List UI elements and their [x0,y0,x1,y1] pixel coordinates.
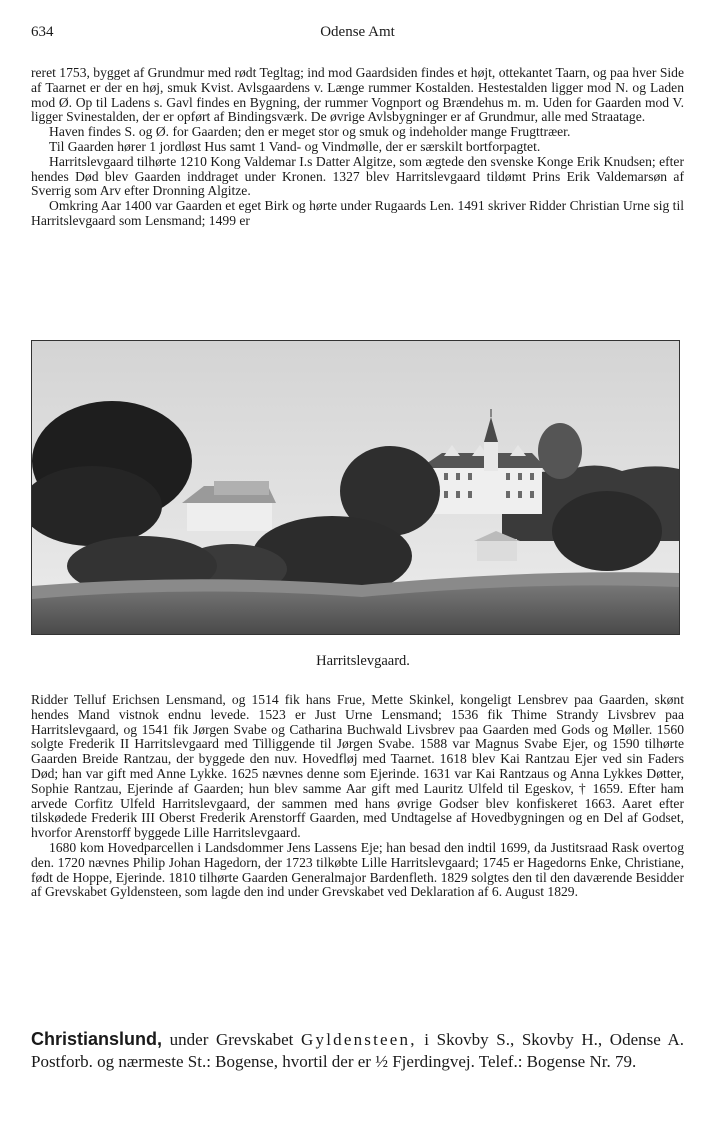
paragraph: reret 1753, bygget af Grundmur med rødt Tegltag; ind mod Gaardsiden findes et højt, ottekantet Taarn, og paa hver Side af Taarnet er der en høj, smuk Kvist. Avlsgaardens v. Længe rummer Kostalden. Hestestalden ligger mod N. og Laden mod Ø. Op til Ladens s. Gavl findes en Bygning, der rummer Vognport og Brændehus m. m. Uden for Gaarden mod V. ligger Svinestalden, der er opført af Bindingsværk. De øvrige Avlsbygninger er af Grundmur, alle med Straatage. [31,65,684,125]
top-text-block [31,66,684,229]
page-header [31,24,684,44]
paragraph: Omkring Aar 1400 var Gaarden et eget Birk og hørte under Rugaards Len. 1491 skriver Ridder Christian Urne sig til Harritslevgaard som Lensmand; 1499 er [31,198,684,228]
page-number: 634 [31,24,54,40]
photo-caption: Harritslevgaard. [316,653,410,669]
paragraph: 1680 kom Hovedparcellen i Landsdommer Jens Lassens Eje; han besad den indtil 1699, da Justitsraad Rask overtog den. 1720 nævnes Philip Johan Hagedorn, der 1723 tilkøbte Lille Harritslevgaard; 1745 er Hagedorns Enke, Christiane, født de Hoppe, Ejerinde. 1810 tilhørte Gaarden Generalmajor Bardenfleth. 1829 solgtes den til den daværende Besidder af Grevskabet Gyldensteen, som lagde den ind under Grevskabet ved Deklaration af 6. August 1829. [31,839,684,900]
entry-fraction: ½ [375,1052,388,1071]
entry-paragraph [31,1028,684,1073]
manor-photograph [31,340,680,635]
paragraph: Til Gaarden hører 1 jordløst Hus samt 1 Vand- og Vindmølle, der er særskilt bortforpagtet. [49,138,541,154]
christianslund-entry [31,1028,684,1073]
bottom-text-block [31,693,684,900]
entry-name: Christianslund, [31,1029,163,1049]
paragraph: Haven findes S. og Ø. for Gaarden; den er meget stor og smuk og indeholder mange Frugttræer. [49,124,571,140]
paragraph: Ridder Telluf Erichsen Lensmand, og 1514 fik hans Frue, Mette Skinkel, kongeligt Lensbrev paa Gaarden, skønt hendes Mand vistnok endnu levede. 1523 er Just Urne Lensmand; 1536 fik Thime Strandy Livsbrev paa Harritslevgaard, og 1541 fik Jørgen Svabe og Catharina Buchwald Livsbrev paa Gaarden med Gods og Møller. 1560 solgte Frederik II Harritslevgaard med Tilliggende til Jørgen Svabe. 1588 var Magnus Svabe Ejer, og 1590 tilhørte Gaarden Breide Rantzau, der byggede den nuv. Hovedfløj med Taarnet. 1618 blev Kai Rantzau Ejer ved sin Faders Død; han var gift med Anne Lykke. 1625 nævnes denne som Ejerinde. 1631 var Kai Rantzaus og Anna Lykkes Døtter, Sophie Rantzau, Ejerinde af Gaarden; hun blev samme Aar gift med Lauritz Ulfeld til Egeskov, † 1659. Efter ham arvede Corfitz Ulfeld Harritslevgaard, der sammen med hans øvrige Godser blev konfiskeret 1663. Aaret efter tilskødede Frederik III Oberst Frederik Arenstorff Gaarden, med Undtagelse af Hovedbygningen og en Del af Godset, hvorfor Arenstorff byggede Lille Harritslevgaard. [31,692,684,841]
paragraph: Harritslevgaard tilhørte 1210 Kong Valdemar I.s Datter Algitze, som ægtede den svenske Konge Erik Knudsen; efter hendes Død blev Gaarden inddraget under Kronen. 1327 blev Harritslevgaard tildømt Prins Erik Valdemarsøn af Sverrig som Arv efter Dronning Algitze. [31,153,684,199]
manor-photo-illustration [32,341,679,634]
entry-text: under Grevskabet [162,1030,302,1049]
entry-text: Fjerdingvej. Telef.: Bogense Nr. 79. [387,1052,637,1071]
entry-text: i Skovby S., Skovby H., Odense A. Postforb. og nærmeste St.: Bogense, hvortil der er [31,1030,685,1071]
entry-estate: Gyldensteen, [301,1030,417,1049]
running-head: Odense Amt [320,24,395,40]
